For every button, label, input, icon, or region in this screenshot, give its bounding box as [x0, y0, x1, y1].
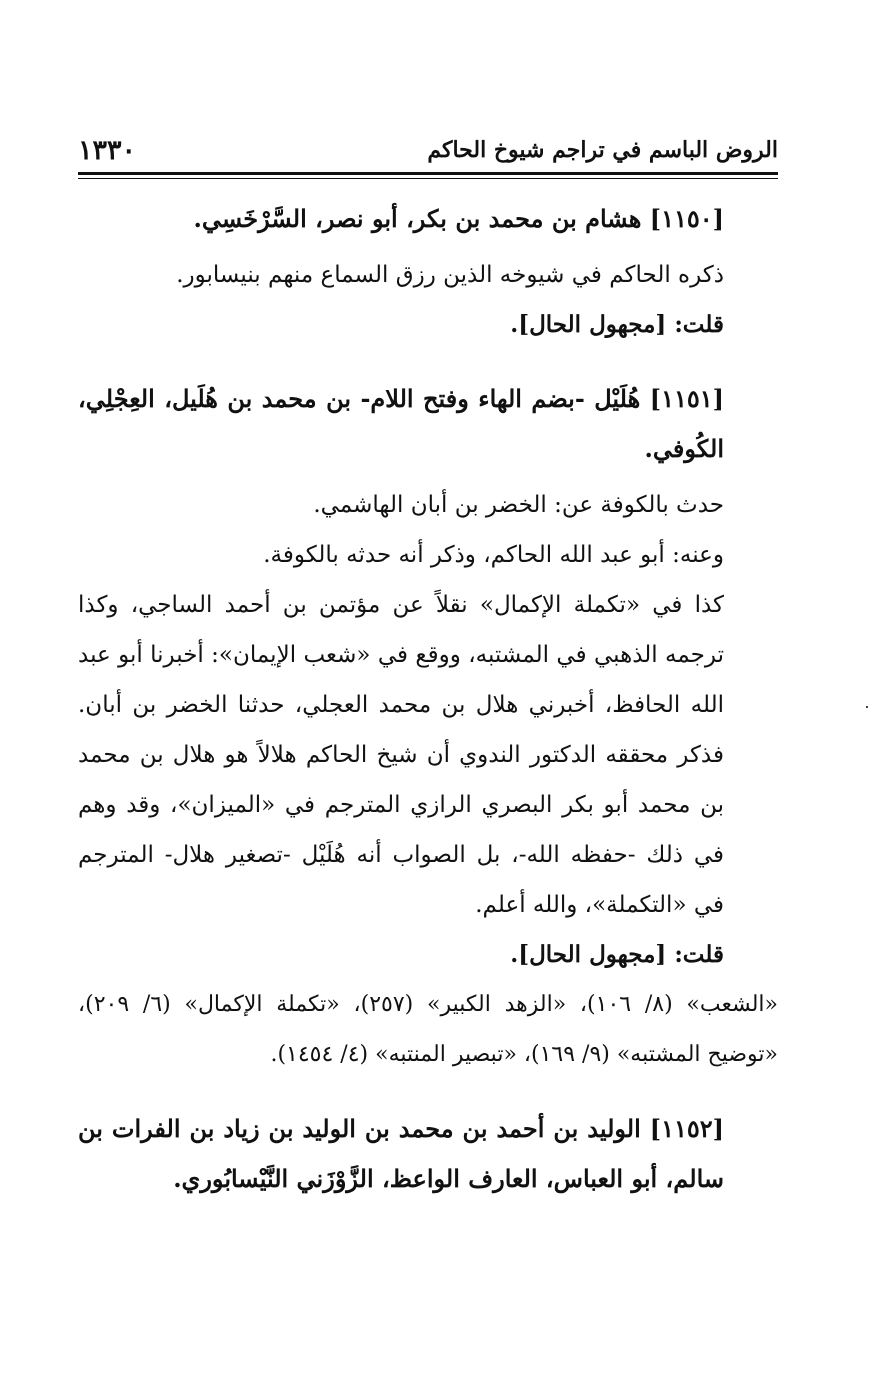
discussion-paragraph: كذا في «تكملة الإكمال» نقلاً عن مؤتمن بن أحمد الساجي، وكذا ترجمه الذهبي في المشتبه، ووقع في «شعب الإيمان»: أخبرنا أبو عبد الله الحافظ، أخبرني هلال بن محمد العجلي، حدثنا الخضر بن أبان. فذكر محققه الدكتور الندوي أن شيخ الحاكم هلالاً هو هلال بن محمد بن محمد أبو بكر البصري الرازي المترجم في «الميزان»، وقد وهم في ذلك -حفظه الله-، بل الصواب أنه هُلَيْل -تصغير هلال- المترجم في «التكملة»، والله أعلم.: [78, 592, 724, 918]
verdict: قلت: [مجهول الحال].: [510, 941, 724, 968]
sources-list: «الشعب» (٨/ ١٠٦)، «الزهد الكبير» (٢٥٧)، «تكملة الإكمال» (٦/ ٢٠٩)، «توضيح المشتبه» (٩/ ١٦٩)، «تبصير المنتبه» (٤/ ١٤٥٤).: [78, 992, 778, 1067]
header-rule-thin: [78, 178, 778, 179]
narrators-from-him: وعنه: أبو عبد الله الحاكم، وذكر أنه حدثه بالكوفة.: [263, 542, 724, 568]
verdict: قلت: [مجهول الحال].: [510, 311, 724, 338]
header-rule-thick: [78, 172, 778, 175]
margin-dot: [866, 706, 868, 708]
entry-1150: [78, 194, 778, 350]
entry-heading: [١١٥٠] هشام بن محمد بن بكر، أبو نصر، السَّرْخَسِي.: [193, 204, 724, 233]
page-number: ١٣٣٠: [78, 134, 137, 166]
entry-1151: [78, 374, 778, 1080]
narrated-from: حدث بالكوفة عن: الخضر بن أبان الهاشمي.: [313, 492, 724, 518]
entry-heading: [١١٥٢] الوليد بن أحمد بن محمد بن الوليد بن زياد بن الفرات بن سالم، أبو العباس، العارف الواعظ، الزَّوْزَني النَّيْسابُوري.: [78, 1114, 724, 1193]
page-body: [78, 194, 778, 1204]
running-title: الروض الباسم في تراجم شيوخ الحاكم: [427, 137, 778, 163]
entry-heading: [١١٥١] هُلَيْل -بضم الهاء وفتح اللام- بن محمد بن هُلَيل، العِجْلِي، الكُوفي.: [78, 384, 724, 463]
page-header: [78, 128, 778, 172]
entry-1152: [78, 1104, 778, 1204]
entry-text: ذكره الحاكم في شيوخه الذين رزق السماع منهم بنيسابور.: [176, 262, 724, 288]
